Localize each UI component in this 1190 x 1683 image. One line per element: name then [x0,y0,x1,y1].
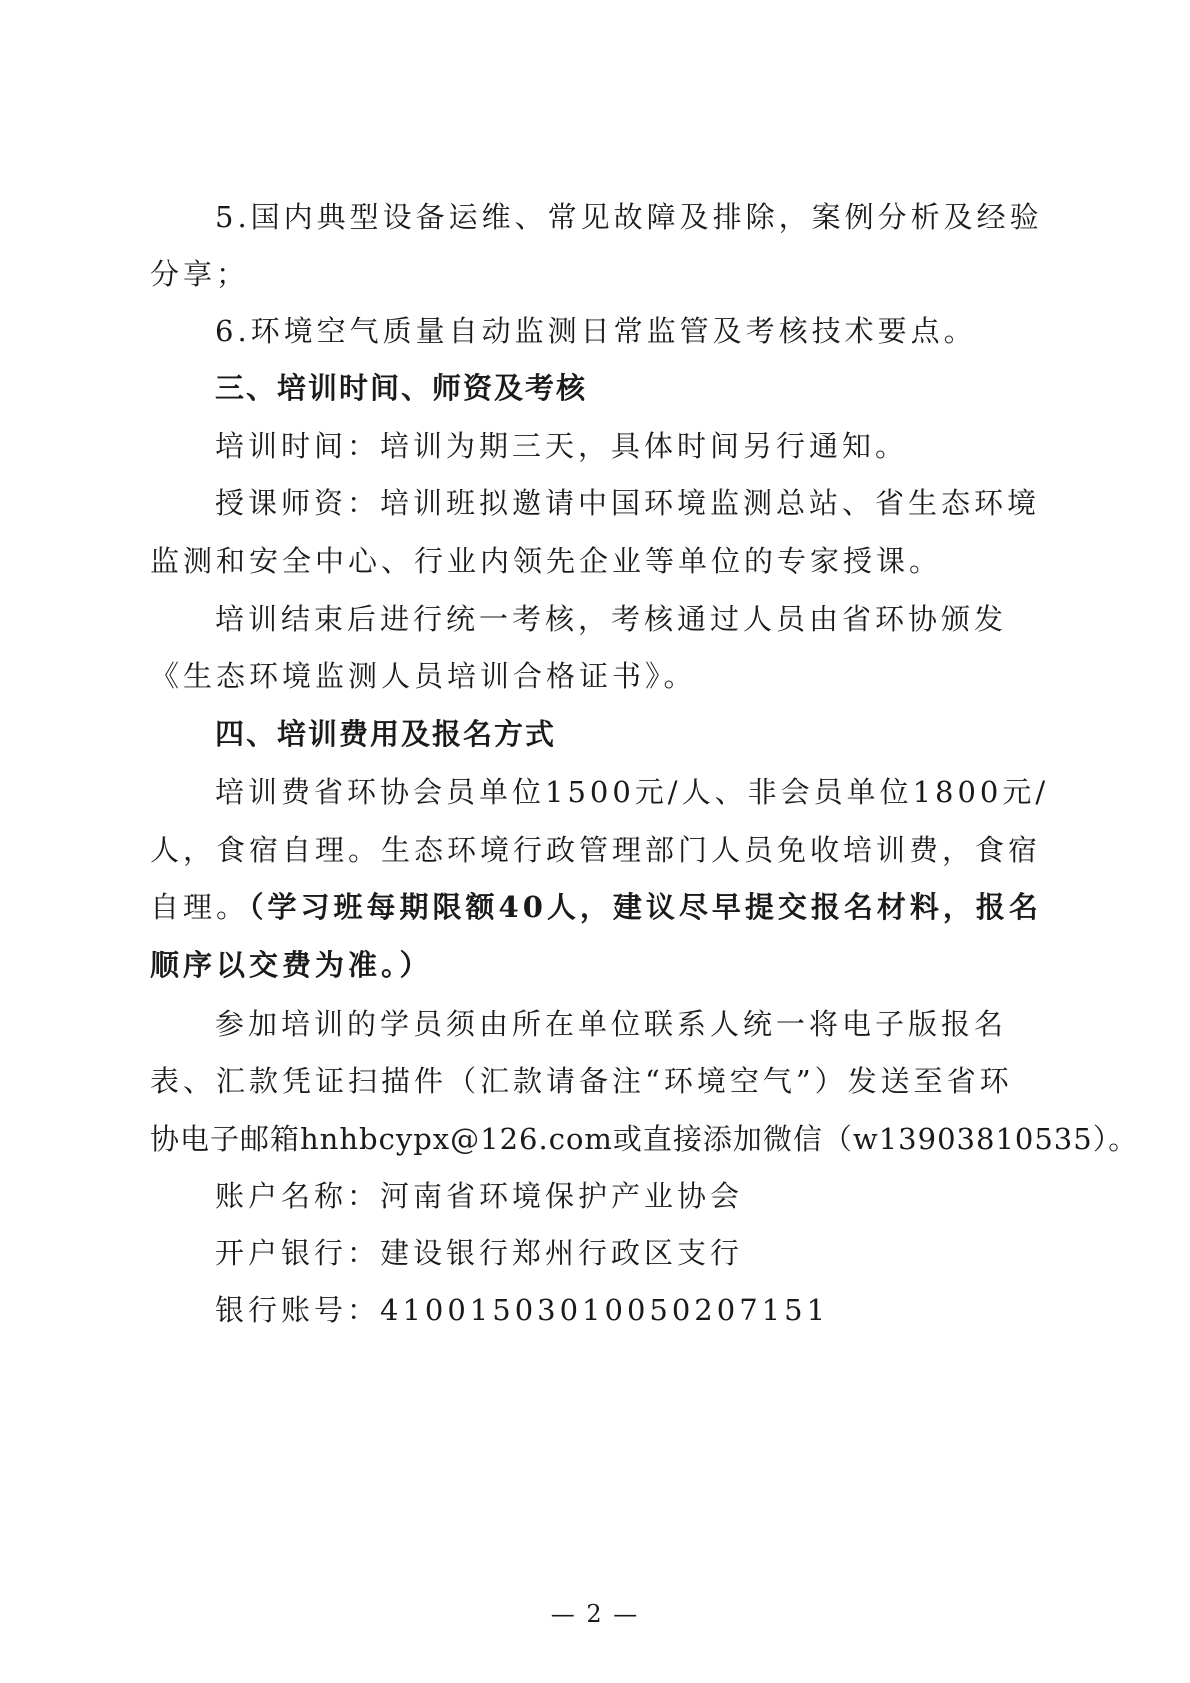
page-number: — 2 — [550,1600,640,1628]
fee-line-1: 培训费省环协会员单位1500元/人、非会员单位1800元/ [215,775,1050,809]
fee-line-3 [0,887,1190,927]
training-time: 培训时间：培训为期三天，具体时间另行通知。 [215,429,909,463]
bank-name: 开户银行：建设银行郑州行政区支行 [215,1236,744,1270]
apply-line-2: 表、汇款凭证扫描件（汇款请备注“环境空气”）发送至省环 [150,1064,1013,1098]
fee-line-2: 人，食宿自理。生态环境行政管理部门人员免收培训费，食宿 [150,833,1042,867]
section-3-heading: 三、培训时间、师资及考核 [215,371,588,405]
account-name: 账户名称：河南省环境保护产业协会 [215,1179,744,1213]
item-5-line-2: 分享； [150,257,250,291]
exam-line-1: 培训结束后进行统一考核，考核通过人员由省环协颁发 [215,602,1008,636]
account-number: 银行账号：41001503010050207151 [215,1293,830,1327]
apply-line-1: 参加培训的学员须由所在单位联系人统一将电子版报名 [215,1007,1008,1041]
teachers-line-1: 授课师资：培训班拟邀请中国环境监测总站、省生态环境 [215,486,1041,520]
section-4-heading: 四、培训费用及报名方式 [215,717,557,751]
fee-line-3-prefix: 自理。 [150,890,250,924]
item-5-line-1: 5.国内典型设备运维、常见故障及排除，案例分析及经验 [215,200,1043,234]
fee-line-4: 顺序以交费为准。） [150,948,433,982]
teachers-line-2: 监测和安全中心、行业内领先企业等单位的专家授课。 [150,544,943,578]
item-6: 6.环境空气质量自动监测日常监管及考核技术要点。 [215,314,977,348]
fee-line-3-bold: （学习班每期限额40人，建议尽早提交报名材料，报名 [249,890,1042,924]
exam-line-2: 《生态环境监测人员培训合格证书》。 [150,659,697,693]
apply-line-3: 协电子邮箱hnhbcypx@126.com或直接添加微信（w13903810535）。 [150,1122,1139,1156]
